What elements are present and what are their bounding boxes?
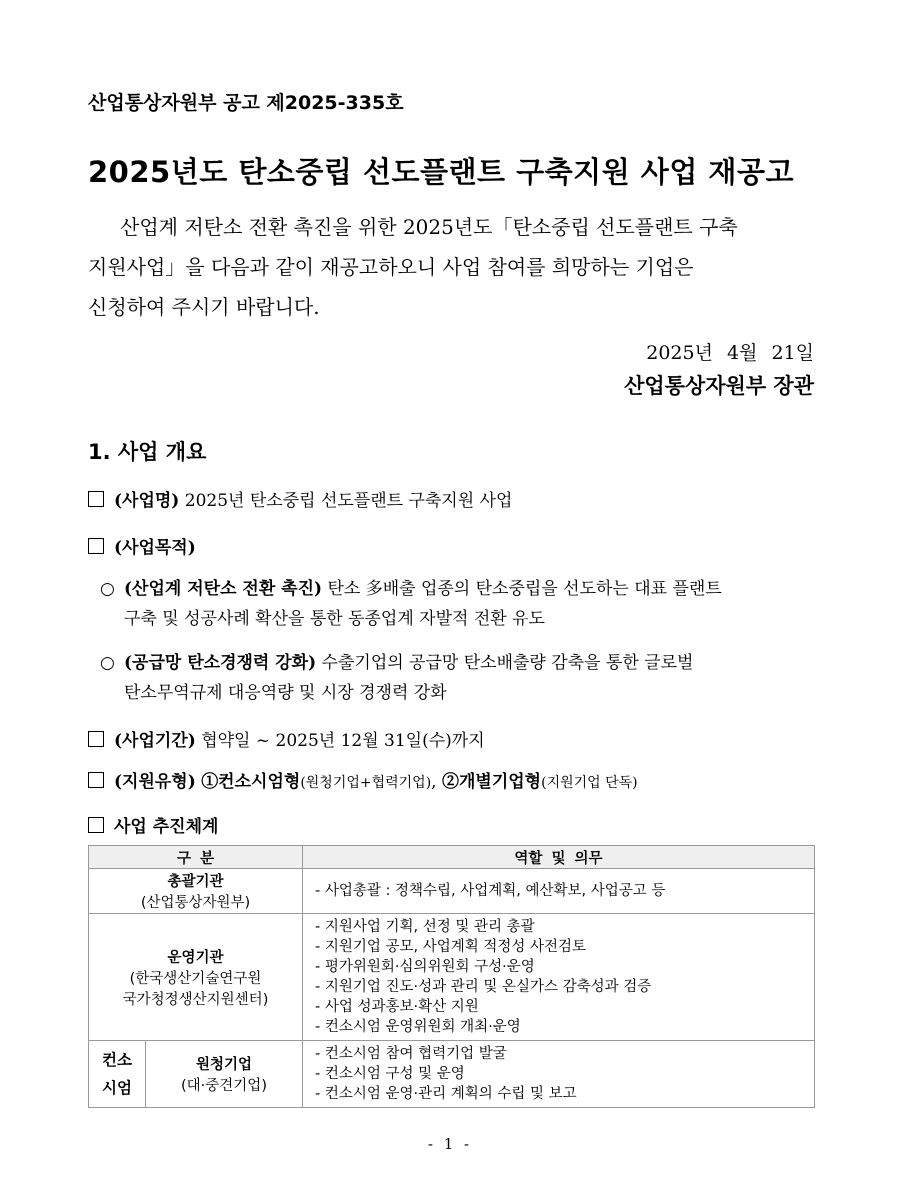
table-header-cell: 구 분 <box>89 846 303 869</box>
intro-line: 산업계 저탄소 전환 촉진을 위한 2025년도「탄소중립 선도플랜트 구축 <box>120 215 738 239</box>
system-item <box>88 812 218 837</box>
org-sub: (한국생산기술연구원 <box>129 970 262 987</box>
org-sub: (산업통상자원부) <box>140 895 251 911</box>
duty-line: - 평가위원회·심의위원회 구성·운영 <box>315 959 535 975</box>
issue-date: 2025년 4월 21일 <box>646 342 814 364</box>
group-label: 시엄 <box>102 1079 132 1097</box>
group-label: 컨소 <box>102 1051 132 1069</box>
support-type-item <box>88 767 638 792</box>
support-type-1-note: (원청기업+협력기업) <box>300 775 432 791</box>
item-label: (사업기간) <box>114 731 196 751</box>
table-row <box>89 914 815 1041</box>
subitem-text: 탄소무역규제 대응역량 및 시장 경쟁력 강화 <box>124 683 447 703</box>
duty-line: - 컨소시엄 구성 및 운영 <box>315 1066 465 1082</box>
separator: , <box>431 772 442 792</box>
table-row <box>89 1041 815 1108</box>
support-type-2-note: (지원기업 단독) <box>541 775 638 791</box>
group-cell <box>89 1041 146 1108</box>
subitem-label: (산업계 저탄소 전환 촉진) <box>124 579 323 599</box>
item-label: 사업 추진체계 <box>114 817 219 837</box>
checkbox-square-icon <box>88 491 104 507</box>
circle-bullet-icon: ○ <box>100 579 115 599</box>
support-type-1: ①컨소시엄형 <box>201 772 301 792</box>
org-sub: (대·중견기업) <box>181 1078 267 1094</box>
checkbox-square-icon <box>88 772 104 788</box>
duty-line: - 컨소시엄 운영위원회 개최·운영 <box>315 1019 521 1035</box>
purpose-item <box>88 533 196 558</box>
org-structure-table <box>88 845 815 1108</box>
duties-cell <box>303 1041 815 1108</box>
notice-number: 산업통상자원부 공고 제2025-335호 <box>88 92 404 114</box>
org-name: 원청기업 <box>195 1057 253 1073</box>
org-cell <box>146 1041 303 1108</box>
duty-line: - 지원기업 공모, 사업계획 적정성 사전검토 <box>315 939 587 955</box>
circle-bullet-icon: ○ <box>100 653 115 673</box>
checkbox-square-icon <box>88 817 104 833</box>
org-cell <box>89 869 303 914</box>
support-type-2: ②개별기업형 <box>441 772 542 792</box>
subitem-text: 탄소 多배출 업종의 탄소중립을 선도하는 대표 플랜트 <box>322 579 722 599</box>
intro-line: 지원사업」을 다음과 같이 재공고하오니 사업 참여를 희망하는 기업은 <box>88 255 694 279</box>
subitem-label: (공급망 탄소경쟁력 강화) <box>124 653 317 673</box>
table-row <box>89 869 815 914</box>
table-header-row <box>89 846 815 869</box>
document-title: 2025년도 탄소중립 선도플랜트 구축지원 사업 재공고 <box>88 155 794 189</box>
subitem-text: 수출기업의 공급망 탄소배출량 감축을 통한 글로벌 <box>316 653 694 673</box>
intro-paragraph <box>88 207 816 327</box>
project-name-item <box>88 486 512 511</box>
checkbox-square-icon <box>88 538 104 554</box>
duty-line: - 컨소시엄 참여 협력기업 발굴 <box>315 1046 507 1062</box>
duty-line: - 사업총괄 : 정책수립, 사업계획, 예산확보, 사업공고 등 <box>315 883 666 899</box>
duty-line: - 컨소시엄 운영·관리 계획의 수립 및 보고 <box>315 1086 577 1102</box>
checkbox-square-icon <box>88 731 104 747</box>
duty-line: - 지원기업 진도·성과 관리 및 온실가스 감축성과 검증 <box>315 979 652 995</box>
org-name: 운영기관 <box>167 949 224 966</box>
org-sub: 국가청정생산지원센터) <box>122 991 269 1008</box>
duty-line: - 지원사업 기획, 선정 및 관리 총괄 <box>315 919 535 935</box>
period-item <box>88 726 485 751</box>
table-header-cell: 역할 및 의무 <box>303 846 815 869</box>
signer: 산업통상자원부 장관 <box>624 374 814 398</box>
item-label: (사업목적) <box>114 538 196 558</box>
duties-cell <box>303 869 815 914</box>
org-name: 총괄기관 <box>167 874 224 890</box>
purpose-subitem <box>100 574 815 634</box>
purpose-subitem <box>100 648 815 708</box>
org-cell <box>89 914 303 1041</box>
duty-line: - 사업 성과홍보·확산 지원 <box>315 999 479 1015</box>
page-number: - 1 - <box>427 1135 473 1153</box>
item-label: (사업명) <box>114 491 180 511</box>
duties-cell <box>303 914 815 1041</box>
intro-line: 신청하여 주시기 바랍니다. <box>88 295 320 319</box>
item-value: 협약일 ~ 2025년 12월 31일(수)까지 <box>201 731 485 751</box>
section-heading: 1. 사업 개요 <box>88 440 207 464</box>
subitem-text: 구축 및 성공사례 확산을 통한 동종업계 자발적 전환 유도 <box>124 609 545 629</box>
item-value: 2025년 탄소중립 선도플랜트 구축지원 사업 <box>184 491 513 511</box>
item-label: (지원유형) <box>114 772 196 792</box>
